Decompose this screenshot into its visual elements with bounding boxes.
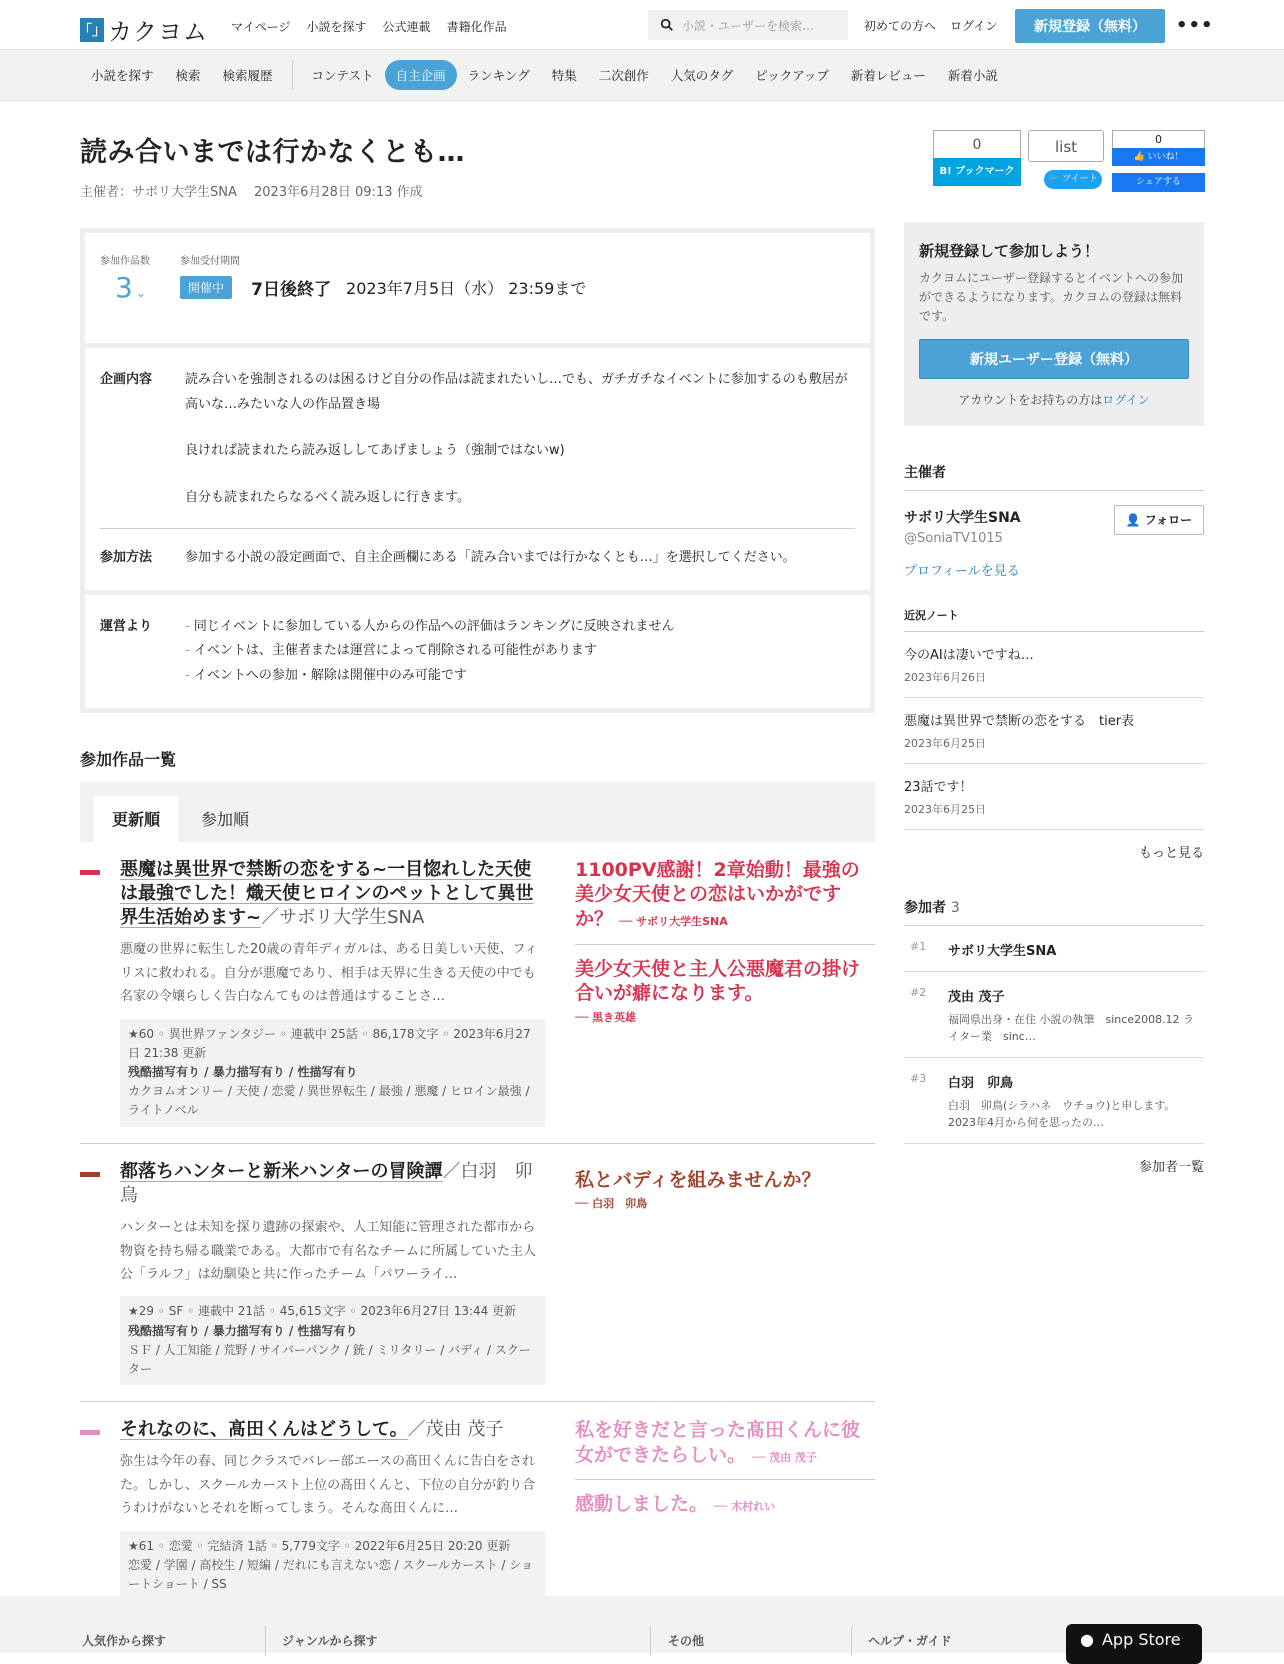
footer-divider: [650, 1626, 651, 1656]
count-value: 3: [115, 271, 133, 304]
work-warnings: 残酷描写有り / 暴力描写有り / 性描写有り: [128, 1065, 358, 1080]
work-color-stripe: [80, 1430, 100, 1435]
work-tags[interactable]: 恋愛 / 学園 / 高校生 / 短編 / だれにも言えない恋 / スクールカースト / ショートショート / SS: [128, 1557, 533, 1591]
global-header: [0, 0, 1284, 50]
apple-icon: ●: [1080, 1630, 1094, 1649]
main-column: [80, 100, 875, 1617]
review-text: 美少女天使と主人公悪魔君の掛け合いが癖になります。: [575, 957, 861, 1005]
subnav-ranking[interactable]: ランキング: [467, 68, 530, 83]
ends-in: 7日後終了: [251, 280, 331, 300]
work-title-link[interactable]: それなのに、髙田くんはどうして。: [120, 1419, 408, 1441]
subnav-divider: [292, 60, 293, 90]
work-count[interactable]: [100, 252, 150, 304]
note-item[interactable]: [904, 632, 1204, 698]
work-title-link[interactable]: 都落ちハンターと新米ハンターの冒険譚: [120, 1160, 443, 1182]
status-badge: 開催中: [180, 276, 232, 299]
review-text: 私を好きだと言った髙田くんに彼女ができたらしい。: [575, 1419, 861, 1466]
member-name: 茂由 茂子: [948, 989, 1005, 1005]
footer-divider: [265, 1626, 266, 1656]
subnav-new-novels[interactable]: 新着小説: [947, 68, 998, 83]
footer-help[interactable]: ヘルプ・ガイド: [868, 1634, 952, 1648]
content-p2: 良ければ読まれたら読み返ししてあげましょう（強制ではないw): [185, 443, 565, 459]
nav-books[interactable]: 書籍化作品: [446, 20, 507, 34]
subnav-feature[interactable]: 特集: [551, 68, 577, 83]
organizer-heading: 主催者: [904, 462, 1204, 491]
footer-divider: [851, 1626, 852, 1656]
work-tags[interactable]: カクヨムオンリー / 天使 / 恋愛 / 異世界転生 / 最強 / 悪魔 / ヒロイン最強 / ライトノベル: [128, 1084, 530, 1118]
work-meta: [120, 1019, 545, 1127]
work-stats: ★29 ◦ SF ◦ 連載中 21話 ◦ 45,615文字 ◦ 2023年6月27日 13:44 更新: [128, 1304, 517, 1319]
work-item: [80, 1144, 875, 1403]
members-heading: 参加者: [904, 899, 946, 916]
subnav-find[interactable]: 小説を探す: [91, 68, 154, 83]
register-button[interactable]: 新規登録（無料）: [1015, 9, 1165, 43]
rule-item: - イベントは、主催者または運営によって削除される可能性があります: [185, 639, 674, 663]
subnav-pickup[interactable]: ピックアップ: [755, 68, 829, 83]
footer: [0, 1596, 1284, 1653]
content-p1: 読み合いを強制されるのは困るけど自分の作品は読まれたいし…でも、ガチガチなイベントに参加するのも敷居が高いな…みたいな人の作品置き場: [185, 372, 848, 412]
member-rank: #2: [910, 985, 927, 999]
work-title-link[interactable]: 悪魔は異世界で禁断の恋をする~一目惚れした天使は最強でした！熾天使ヒロインのペットとして異世界生活始めます~: [120, 858, 534, 929]
work-meta: [120, 1296, 545, 1385]
member-name: サボリ大学生SNA: [948, 943, 1057, 959]
period-label: 参加受付期間: [180, 256, 240, 267]
subnav-fanfic[interactable]: 二次創作: [598, 68, 649, 83]
chevron-down-icon: ⌄: [135, 286, 146, 300]
login-prefix: アカウントをお持ちの方は: [958, 392, 1103, 407]
review-author: ── サボリ大学生SNA: [619, 914, 728, 928]
work-color-stripe: [80, 1172, 100, 1177]
member-desc: 福岡県出身・在住 小説の執筆 since2008.12 ライター業 sinc…: [948, 1012, 1195, 1043]
work-warnings: 残酷描写有り / 暴力描写有り / 性描写有り: [128, 1323, 358, 1338]
review-text: 1100PV感謝！2章始動！最強の美少女天使との恋はいかがですか？: [575, 858, 860, 930]
note-date: 2023年6月25日: [904, 802, 986, 816]
logo-text: カクヨム: [108, 18, 208, 46]
note-title: 今のAIは凄いですね…: [904, 647, 1034, 663]
footer-popular[interactable]: 人気作から探す: [82, 1634, 167, 1648]
logo-mark: 「」: [80, 18, 104, 42]
signup-text: カクヨムにユーザー登録するとイベントへの参加ができるようになります。カクヨムの登録は無料です。: [919, 271, 1184, 324]
review-catchphrase[interactable]: [575, 1160, 875, 1225]
review-catchphrase[interactable]: [575, 858, 875, 944]
subnav-contest[interactable]: コンテスト: [311, 68, 374, 83]
work-color-stripe: [80, 870, 100, 875]
twitter-icon: 🐦: [1048, 174, 1060, 184]
count-label: 参加作品数: [100, 256, 150, 267]
follow-button[interactable]: [1114, 505, 1204, 535]
footer-other[interactable]: その他: [668, 1634, 705, 1648]
subnav-search[interactable]: 検索: [175, 68, 201, 83]
notes-heading: 近況ノート: [904, 607, 1204, 632]
nav-find[interactable]: 小説を探す: [306, 20, 367, 34]
members-count: 3: [950, 899, 960, 916]
work-author-link[interactable]: ／白羽 卯鳥: [120, 1160, 533, 1206]
search-icon: [660, 18, 674, 32]
member-rank: #1: [910, 939, 927, 953]
event-meta: 主催者：サボリ大学生SNA 2023年6月28日 09:13 作成: [80, 185, 423, 200]
divider: [100, 528, 855, 529]
method-label: 参加方法: [100, 549, 153, 565]
app-store-badge[interactable]: [1066, 1624, 1202, 1664]
content-label: 企画内容: [100, 372, 153, 387]
member-desc: 白羽 卯鳥(シラハネ ウチョウ)と申します。2023年4月から何を思ったの…: [948, 1098, 1176, 1129]
more-menu-icon[interactable]: •••: [1176, 15, 1214, 36]
fb-like-label: いいね！: [1147, 152, 1184, 162]
work-item: [80, 842, 875, 1144]
members-all-link[interactable]: 参加者一覧: [1138, 1159, 1204, 1175]
method-text: 参加する小説の設定画面で、自主企画欄にある「読み合いまでは行かなくとも…」を選択してください。: [185, 549, 796, 565]
work-synopsis: 悪魔の世界に転生した20歳の青年ディガルは、ある日美しい天使、フィリスに救われる。自分が悪魔であり、相手は天界に生きる天使の中でも名家の令嬢らしく告白なんてものは普通はすることさ…: [120, 942, 538, 1005]
review-text: 感動しました。: [575, 1493, 709, 1516]
tab-updated[interactable]: 更新順: [94, 796, 178, 842]
member-rank: #3: [910, 1071, 927, 1085]
work-synopsis: ハンターとは未知を探り遺跡の探索や、人工知能に管理された都市から物資を持ち帰る職業である。大都市で有名なチームに所属していた主人公「ラルフ」は幼馴染と共に作ったチーム「パワーライ…: [120, 1220, 537, 1282]
event-title: 読み合いまでは行かなくとも…: [80, 137, 465, 168]
note-item[interactable]: [904, 698, 1204, 764]
review-author: ── 茂由 茂子: [752, 1450, 817, 1464]
work-item: [80, 1402, 875, 1617]
subnav-user-event[interactable]: 自主企画: [385, 60, 457, 90]
signup-card: [904, 222, 1204, 426]
rules-label: 運営より: [100, 619, 153, 635]
sort-tabs: [80, 782, 875, 842]
signup-button[interactable]: 新規ユーザー登録（無料）: [919, 339, 1189, 379]
organizer-handle: @SoniaTV1015: [904, 530, 1003, 546]
beginner-link[interactable]: 初めての方へ: [864, 19, 937, 33]
review-author: ── 黒き英雄: [575, 1011, 637, 1025]
work-author-link[interactable]: ／サボリ大学生SNA: [261, 907, 425, 929]
works-heading: 参加作品一覧: [80, 749, 177, 769]
member-name: 白羽 卯鳥: [948, 1075, 1014, 1091]
review-catchphrase[interactable]: [575, 944, 875, 1039]
list-label: list: [1028, 130, 1104, 162]
signup-title: 新規登録して参加しよう！: [919, 242, 1100, 260]
end-date: 2023年7月5日（水） 23:59まで: [346, 279, 587, 298]
nav-mypage[interactable]: マイページ: [231, 20, 291, 34]
header-links: [864, 17, 997, 34]
subnav-new-reviews[interactable]: 新着レビュー: [850, 68, 926, 83]
work-tags[interactable]: ＳＦ / 人工知能 / 荒野 / サイバーパンク / 銃 / ミリタリー / バディ / スクーター: [128, 1342, 531, 1376]
sidebar: [904, 100, 1204, 1175]
organizer-name[interactable]: サボリ大学生SNA: [904, 509, 1021, 526]
review-author: ── 木村れい: [714, 1500, 776, 1514]
hatena-label: B! ブックマーク: [933, 158, 1021, 186]
fb-count: 0: [1112, 130, 1205, 148]
work-author-link[interactable]: ／茂由 茂子: [407, 1419, 504, 1441]
app-store-label: App Store: [1101, 1630, 1181, 1649]
subnav-history[interactable]: 検索履歴: [222, 68, 273, 83]
subnav-tags[interactable]: 人気のタグ: [670, 68, 734, 83]
tab-joined[interactable]: 参加順: [201, 810, 250, 830]
event-panel: [80, 228, 875, 713]
review-author: ── 白羽 卯鳥: [575, 1197, 648, 1211]
thumbs-up-icon: 👍: [1133, 152, 1145, 162]
search-placeholder: 小説・ユーザーを検索…: [682, 18, 815, 33]
sidebar-login-link[interactable]: ログイン: [1102, 392, 1150, 407]
work-stats: ★60 ◦ 異世界ファンタジー ◦ 連載中 25話 ◦ 86,178文字 ◦ 2023年6月27日 21:38 更新: [128, 1026, 531, 1060]
review-catchphrase[interactable]: [575, 1418, 875, 1479]
work-synopsis: 弥生は今年の春、同じクラスでバレー部エースの髙田くんに告白をされた。しかし、スクールカースト上位の髙田くんと、下位の自分が釣り合うわけがないとそれを断ってしまう。そんな髙田くんに…: [120, 1454, 536, 1517]
footer-genre[interactable]: ジャンルから探す: [282, 1634, 378, 1648]
work-meta: [120, 1531, 545, 1601]
add-user-icon: 👤: [1125, 512, 1141, 527]
profile-link[interactable]: プロフィールを見る: [904, 563, 1020, 579]
nav-official[interactable]: 公式連載: [382, 20, 431, 34]
member-item[interactable]: [904, 1058, 1204, 1144]
note-item[interactable]: [904, 764, 1204, 830]
review-catchphrase[interactable]: [575, 1479, 875, 1529]
fb-share-button[interactable]: シェアする: [1112, 173, 1205, 192]
rule-item: - イベントへの参加・解除は開催中のみ可能です: [185, 664, 674, 688]
site-logo[interactable]: [80, 12, 208, 47]
tweet-label: ツイート: [1062, 174, 1098, 184]
hatena-count: 0: [933, 130, 1021, 158]
login-link[interactable]: ログイン: [950, 19, 998, 33]
member-item[interactable]: [904, 972, 1204, 1058]
sub-nav: [0, 50, 1284, 101]
member-item[interactable]: [904, 926, 1204, 972]
work-stats: ★61 ◦ 恋愛 ◦ 完結済 1話 ◦ 5,779文字 ◦ 2022年6月25日 20:20 更新: [128, 1538, 511, 1553]
search-input[interactable]: [648, 10, 848, 40]
content-p3: 自分も読まれたらなるべく読み返しに行きます。: [185, 490, 470, 506]
note-date: 2023年6月25日: [904, 736, 986, 750]
top-nav: [231, 18, 507, 35]
note-date: 2023年6月26日: [904, 670, 986, 684]
note-title: 悪魔は異世界で禁断の恋をする tier表: [904, 713, 1135, 729]
follow-label: フォロー: [1144, 513, 1193, 528]
rule-item: - 同じイベントに参加している人からの作品への評価はランキングに反映されません: [185, 615, 674, 639]
note-title: 23話です！: [904, 779, 973, 795]
notes-more-link[interactable]: もっと見る: [1138, 845, 1204, 861]
review-text: 私とバディを組みませんか？: [575, 1168, 821, 1191]
